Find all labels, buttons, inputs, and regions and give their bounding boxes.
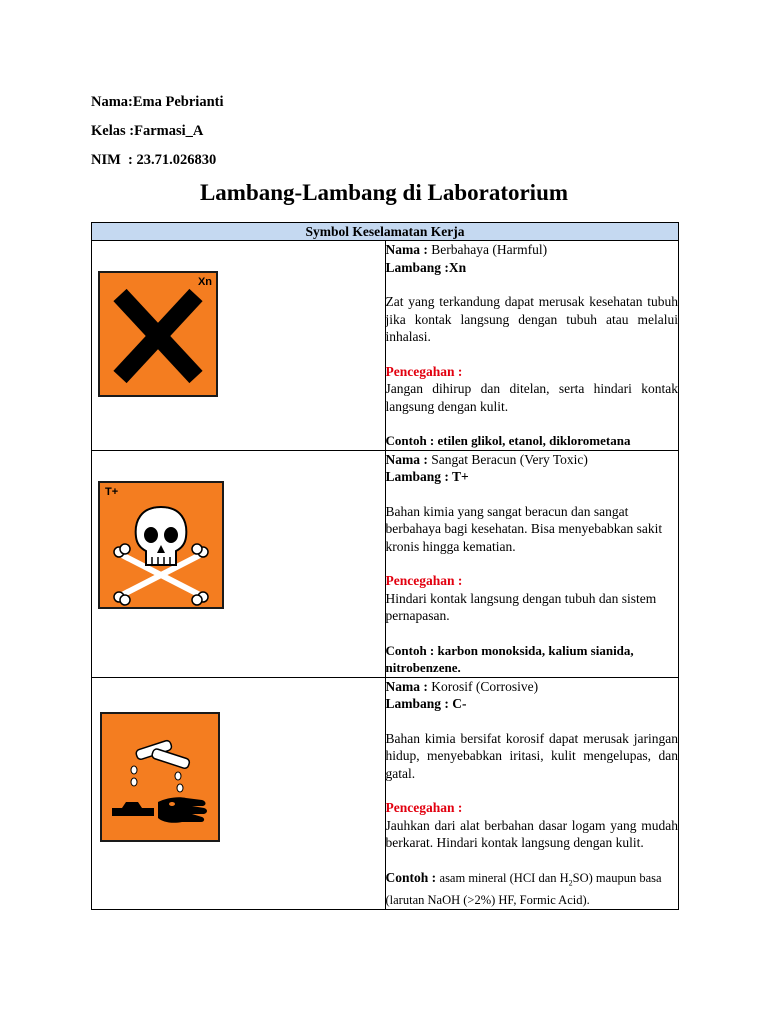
lambang-text: Lambang : C- (385, 696, 467, 711)
page-title: Lambang-Lambang di Laboratorium (199, 180, 569, 205)
description-cell (385, 241, 679, 451)
sign-code: T+ (105, 485, 119, 498)
lambang-text: Lambang : T+ (385, 469, 469, 484)
student-class: Kelas :Farmasi_A (91, 123, 204, 139)
pencegahan-label: Pencegahan : (385, 800, 463, 815)
harmful-sign (98, 271, 218, 397)
table-row (92, 241, 679, 451)
nama-value: Berbahaya (Harmful) (431, 242, 548, 257)
symbol-table (91, 222, 679, 910)
harmful-x-icon (100, 273, 216, 395)
table-row (92, 450, 679, 677)
nama-label: Nama : (385, 242, 432, 257)
contoh-text: Contoh : asam mineral (HCI dan $H_2SO$) maupun basa (larutan NaOH (>2%) HF, Formic Acid). (385, 869, 662, 907)
pencegahan-label: Pencegahan : (385, 573, 463, 588)
symbol-cell (92, 241, 386, 451)
student-nim: NIM : 23.71.026830 (91, 152, 217, 168)
table-heading: Symbol Keselamatan Kerja (92, 223, 679, 241)
nama-label: Nama : (385, 451, 432, 467)
pencegahan-label: Pencegahan : (385, 363, 463, 379)
contoh-text: Contoh : karbon monoksida, kalium sianida, nitrobenzene. (385, 642, 634, 675)
student-name: Nama:Ema Pebrianti (91, 94, 224, 110)
lambang-text: Lambang :Xn (385, 259, 467, 275)
description-text: Bahan kimia yang sangat beracun dan sangat berbahaya bagi kesehatan. Bisa menyebabkan sakit kronis hingga kematian. (385, 503, 663, 554)
sign-code: Xn (197, 276, 212, 288)
pencegahan-text: Hindari kontak langsung dengan tubuh dan sistem pernapasan. (385, 590, 657, 623)
table-row (92, 677, 679, 910)
symbol-cell (92, 677, 386, 910)
corrosive-sign (100, 712, 220, 842)
corrosive-icon (102, 714, 218, 840)
pencegahan-text: Jangan dihirup dan ditelan, serta hindari kontak langsung dengan kulit. (385, 381, 678, 414)
pencegahan-text: Jauhkan dari alat berbahan dasar logam yang mudah berkarat. Hindari kontak langsung dengan kulit. (385, 817, 678, 850)
description-text: Bahan kimia bersifat korosif dapat merusak jaringan hidup, menyebabkan iritasi, kulit mengelupas, dan gatal. (385, 730, 678, 781)
description-cell (385, 450, 679, 677)
nama-value: Sangat Beracun (Very Toxic) (431, 451, 588, 467)
description-text: Zat yang terkandung dapat merusak kesehatan tubuh jika kontak langsung dengan tubuh atau melalui inhalasi. (385, 294, 678, 344)
skull-crossbones-icon (100, 483, 222, 607)
toxic-sign (98, 481, 224, 609)
description-cell (385, 677, 679, 910)
nama-label: Nama : (385, 678, 432, 694)
symbol-cell (92, 450, 386, 677)
nama-value: Korosif (Corrosive) (431, 678, 539, 694)
contoh-text: Contoh : etilen glikol, etanol, diklorometana (385, 433, 631, 448)
